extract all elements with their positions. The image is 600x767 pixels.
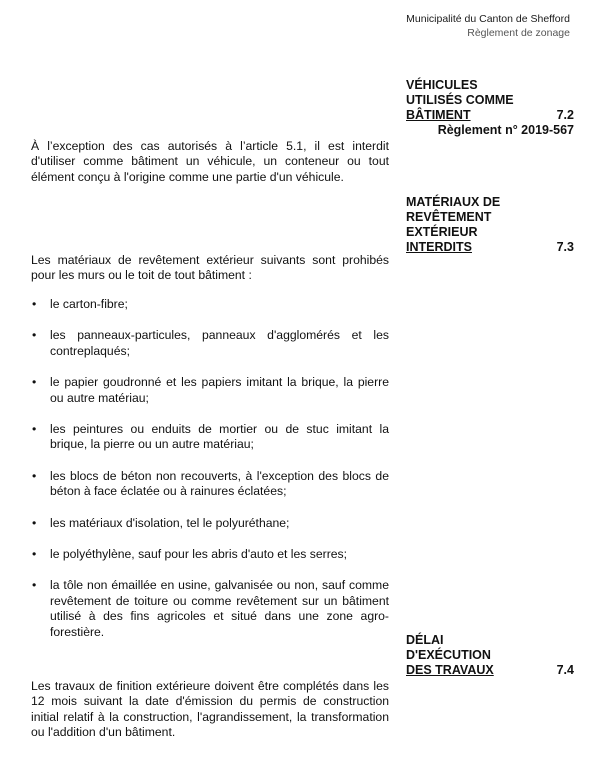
- section-7-2-title-line2: UTILISÉS COMME: [406, 93, 514, 107]
- list-item: [31, 547, 389, 562]
- section-7-2-title-line1: VÉHICULES: [406, 78, 478, 92]
- list-item-text: le polyéthylène, sauf pour les abris d'auto et les serres;: [50, 547, 348, 562]
- list-item: [31, 516, 389, 531]
- bullet-icon: •: [32, 328, 37, 343]
- section-7-2-text: À l’exception des cas autorisés à l’article 5.1, il est interdit d'utiliser comme bâtiment un véhicule, un conteneur ou tout élément conçu à l'origine comme une partie d'un véhicule.: [31, 139, 389, 184]
- section-7-4-title-line1: DÉLAI: [406, 633, 444, 647]
- section-7-3-title-line3: EXTÉRIEUR: [406, 225, 478, 239]
- section-7-3-title-line2: REVÊTEMENT: [406, 210, 492, 224]
- list-item-text: le papier goudronné et les papiers imitant la brique, la pierre ou autre matériau;: [50, 375, 389, 405]
- list-item-text: les matériaux d'isolation, tel le polyuréthane;: [50, 515, 290, 530]
- page-header: [406, 12, 570, 40]
- municipality-name: Municipalité du Canton de Shefford: [406, 13, 570, 25]
- section-7-3-heading: [406, 195, 574, 255]
- bullet-icon: •: [32, 547, 37, 562]
- section-7-4-title-line3: DES TRAVAUX: [406, 663, 494, 677]
- section-7-2-heading: [406, 78, 574, 138]
- section-7-3-title-line4: INTERDITS: [406, 240, 472, 254]
- section-7-2-amendment: Règlement n° 2019-567: [437, 123, 574, 137]
- section-7-3-title-line1: MATÉRIAUX DE: [406, 195, 501, 209]
- list-item: [31, 422, 389, 453]
- section-7-2-number: 7.2: [556, 108, 574, 122]
- list-item: [31, 375, 389, 406]
- bullet-icon: •: [32, 578, 37, 593]
- list-item: [31, 328, 389, 359]
- bullet-icon: •: [32, 375, 37, 390]
- section-7-4-text: Les travaux de finition extérieure doivent être complétés dans les 12 mois suivant la date d'émission du permis de construction initial relatif à la construction, l'agrandissement, la transformation ou l'addition d'un bâtiment.: [31, 679, 389, 740]
- list-item-text: les panneaux-particules, panneaux d'agglomérés et les contreplaqués;: [50, 328, 389, 358]
- bullet-icon: •: [32, 297, 37, 311]
- prohibited-materials-list: [31, 297, 389, 656]
- bullet-icon: •: [32, 422, 37, 437]
- section-7-3-intro: Les matériaux de revêtement extérieur suivants sont prohibés pour les murs ou le toit de tout bâtiment :: [31, 253, 389, 283]
- section-7-3-number: 7.3: [556, 240, 574, 254]
- section-7-4-number: 7.4: [556, 663, 574, 677]
- list-item-text: la tôle non émaillée en usine, galvanisée ou non, sauf comme revêtement de toiture ou comme revêtement sur un bâtiment utilisé à des fins agricoles et situé dans une zone agro-forestière.: [50, 578, 389, 639]
- section-7-4-heading: [406, 633, 574, 678]
- list-item-text: les blocs de béton non recouverts, à l'exception des blocs de béton à face éclatée ou à rainures éclatées;: [50, 468, 389, 499]
- list-item-text: le carton-fibre;: [50, 297, 128, 311]
- bullet-icon: •: [32, 515, 37, 530]
- document-name: Règlement de zonage: [467, 27, 570, 39]
- bullet-icon: •: [32, 468, 37, 483]
- list-item: [31, 297, 389, 312]
- list-item-text: les peintures ou enduits de mortier ou de stuc imitant la brique, la pierre ou un autre matériau;: [50, 422, 389, 452]
- section-7-4-title-line2: D'EXÉCUTION: [406, 648, 491, 662]
- list-item: [31, 469, 389, 500]
- list-item: [31, 578, 389, 640]
- section-7-2-title-line3: BÂTIMENT: [406, 108, 471, 122]
